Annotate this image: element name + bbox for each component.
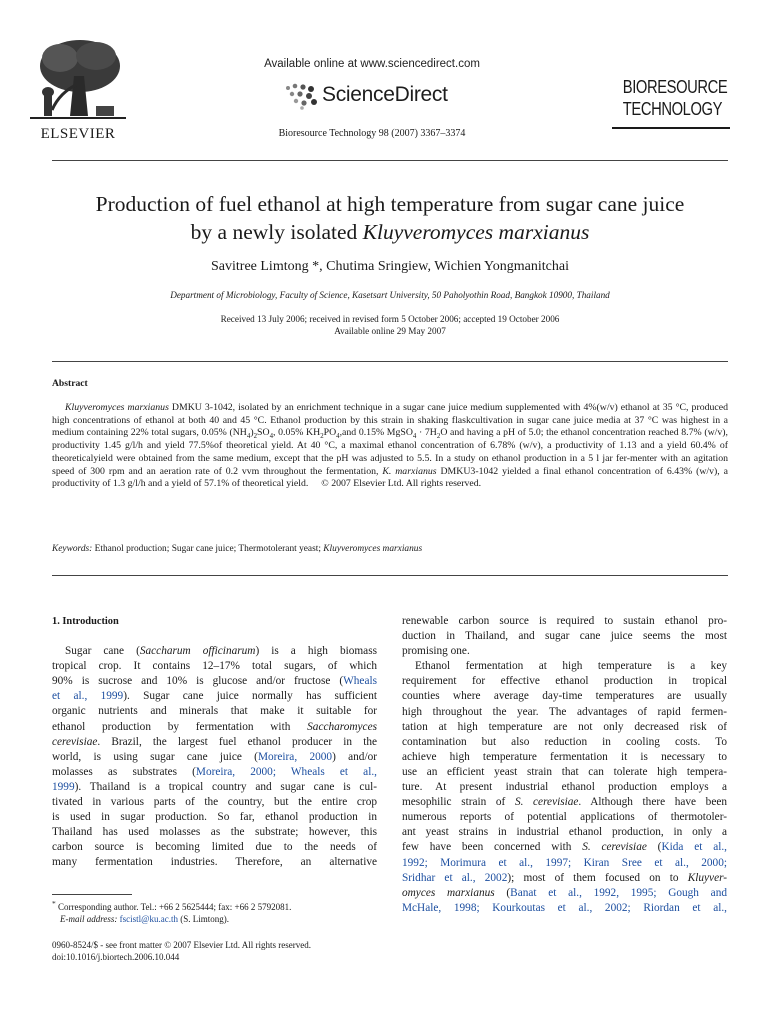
body-line [402,840,727,855]
italic-segment: Saccharum officinarum [139,645,256,658]
text-segment: . Brazil, the largest fuel ethanol producer in the [97,735,377,748]
keywords [52,544,728,554]
text-segment: (w/v) ethanol at 35 °C, produced high concentrations of ethanol at both 40 and 45 °C. Ethanol production by this strain in shaking flask [52,402,728,426]
body-line [52,765,377,780]
section-heading: 1. Introduction [52,616,119,627]
citation-link[interactable]: Moreira, 2000 [257,750,333,763]
body-line [402,705,727,720]
text-segment: carbon source is becoming limited due to the needs of [52,841,377,854]
abstract-text [52,402,728,491]
text-segment: Sugar cane ( [65,645,140,658]
issn-line: 0960-8524/$ - see front matter © 2007 Elsevier Ltd. All rights reserved. [52,940,312,950]
email-link[interactable]: fscistl@ku.ac.th [119,914,178,924]
italic-segment: Saccharomyces [307,720,377,733]
citation-link[interactable]: et al., 1999 [52,690,124,703]
keywords-label: Keywords: [52,544,93,554]
text-segment: renewable carbon source is required to sustain ethanol pro- [402,615,727,627]
body-line [402,795,727,810]
footer [52,939,382,963]
article-dates [52,314,728,337]
title-line1: Production of fuel ethanol at high temperature from sugar cane juice [95,192,685,216]
italic-segment: S. cerevisiae [582,841,647,854]
text-segment: ( [646,841,662,854]
available-online-text[interactable]: Available online at www.sciencedirect.com [264,58,480,70]
text-segment: © 2007 Elsevier Ltd. All rights reserved. [321,478,482,490]
sciencedirect-dots-icon [282,82,322,110]
italic-segment: cerevisiae [52,735,98,748]
right-column-text [402,614,727,916]
body-line [402,674,727,689]
sciencedirect-wordmark: ScienceDirect [322,83,448,106]
article-title [52,190,728,246]
text-segment: . Although there have been [578,796,727,809]
doi-line[interactable]: doi:10.1016/j.biortech.2006.10.044 [52,952,180,962]
text-segment: requirement for effective ethanol production in tropical [402,675,727,688]
body-line [402,614,727,629]
text-segment: ); most of them focused on to [507,871,688,884]
text-segment: molasses as substrates ( [52,765,196,778]
text-segment: ) and/or [332,750,377,763]
body-line [52,704,377,719]
email-suffix: (S. Limtong). [177,914,229,924]
body-line [52,674,377,689]
title-line2: by a newly isolated [190,220,363,244]
text-segment: numerous reports of potential applications of thermotoler- [402,811,727,824]
text-segment: tation at high temperature are not only decreased risk of [402,720,727,733]
body-line [52,855,377,870]
text-segment: few have been concerned with [402,841,583,854]
italic-segment: K. marxianus [382,465,437,477]
text-segment: 90% is sucrose and 10% is glucose and/or fructose ( [52,675,344,688]
body-line [402,856,727,871]
text-segment: yield were obtained from the same medium, except that the pH was adjusted to 5.5. In a study on ethanol production in a 5 l jar fer- [93,452,630,464]
text-segment: tropical crop. It contains 12–17% total sugars, of which [52,660,377,673]
text-segment: ) is a high biomass [255,645,377,658]
text-segment: ( [494,886,511,899]
keywords-species: Kluyveromyces marxianus [323,544,423,554]
publisher-name: ELSEVIER [40,126,116,142]
italic-segment: Kluyveromyces marxianus [65,402,169,413]
text-segment: DMKU 3-1042, isolated by an enrichment technique in a sugar cane juice medium supplemented with 4% [168,402,597,413]
body-line [402,901,727,916]
title-species: Kluyveromyces marxianus [362,220,590,244]
journal-citation: Bioresource Technology 98 (2007) 3367–3374 [278,128,466,139]
authors: Savitree Limtong *, Chutima Sringiew, Wichien Yongmanitchai [211,259,569,274]
journal-logo [612,76,732,126]
citation-link[interactable]: 1992; Morimura et al., 1997; Kiran Sree et al., 2000; [402,856,727,869]
text-segment: many fermentation industries. Therefore, an alternative [52,856,377,869]
abstract-top-rule [52,361,728,362]
body-line [402,886,727,901]
body-line [402,765,727,780]
text-segment: ). Thailand is a tropical country and sugar cane is cul- [74,780,377,793]
citation-link[interactable]: Moreira, 2000; Wheals et al., [195,765,377,778]
text-segment: organic nutrients and minerals that make it suitable for [52,705,377,718]
body-line [52,795,377,810]
journal-logo-rule [612,127,730,129]
affiliation: Department of Microbiology, Faculty of Science, Kasetsart University, 50 Paholyothin Road, Bangkok 10900, Thailand [170,290,610,300]
body-line [402,735,727,750]
citation-link[interactable]: Kida et al., [661,841,727,854]
abstract-line [52,402,597,413]
text-segment: use an efficient yeast strain that can tolerate high tempera- [402,765,727,778]
text-segment: ). Sugar cane juice normally has sufficient [123,690,377,703]
text-segment: high throughout the year. The advantages of rapid fermen- [402,705,727,718]
body-line [402,689,727,704]
text-segment: menter with an agitation speed of 300 rpm and an aeration rate of 0.2 vvm throughout the fermentation, [52,452,728,477]
text-segment: counties where average day-time temperatures are usually [402,690,727,703]
text-segment: Thailand has used molasses as the substrate; however, this [52,826,377,839]
citation-link[interactable]: Wheals [343,675,377,688]
sciencedirect-logo[interactable] [282,80,482,112]
body-line [402,720,727,735]
abstract-line [93,453,630,464]
text-segment: duction in Thailand, and sugar cane juice seems the most [402,630,727,643]
text-segment: of theoretical yield. At 40 °C, a maximal ethanol concentration of 6.78% (w/v), a productivity of 1.13 and a yield 60.4% of theoretical [52,440,728,464]
journal-logo-line2: TECHNOLOGY [622,99,723,119]
header-divider [52,160,728,161]
body-line [402,659,727,674]
body-line [52,644,377,659]
abstract-heading: Abstract [52,378,88,389]
body-line [52,780,377,795]
text-segment: tivated in various parts of the country, but the entire crop [52,796,377,809]
body-line [402,750,727,765]
footnote-rule [52,894,132,895]
text-segment: DMKU [436,465,471,477]
elsevier-logo [28,36,128,146]
body-line [52,689,377,704]
text-segment: ethanol production by fermentation with [52,720,308,733]
footnote-marker: * [52,899,56,908]
italic-segment: S. cerevisiae [514,796,579,809]
text-segment: is used in sugar production. So far, ethanol production in [52,811,377,824]
body-line [52,840,377,855]
left-column-text [52,644,377,870]
body-line [402,810,727,825]
left-column [52,614,377,871]
footnote [52,898,382,925]
keywords-list: Ethanol production; Sugar cane juice; Thermotolerant yeast; [92,544,324,554]
body-line [52,659,377,674]
body-line [402,629,727,644]
body-line [52,825,377,840]
italic-segment: omyces marxianus [402,886,495,899]
text-segment: achieve high temperature fermentation it is necessary to [402,750,727,763]
corresponding-author: Corresponding author. Tel.: +66 2 5625444; fax: +66 2 5792081. [55,902,292,912]
citation-link[interactable]: 1999 [52,780,75,793]
body-line [52,720,377,735]
text-segment: world, is using sugar cane juice ( [52,750,258,763]
body-line [402,780,727,795]
body-line [402,644,727,659]
body-line [402,871,727,886]
received-dates: Received 13 July 2006; received in revised form 5 October 2006; accepted 19 October 2006 [220,314,560,324]
text-segment: Ethanol fermentation at high temperature is a key [415,660,727,673]
text-segment: ture. At present industrial ethanol production employs a [402,781,727,794]
citation-link[interactable]: McHale, 1998; Kourkoutas et al., 2002; Riordan et al., [402,901,727,914]
text-segment: ant yeast strains in industrial ethanol production, in only a [402,826,727,839]
citation-link[interactable]: Banat et al., 1992, 1995; Gough and [510,886,727,899]
text-segment: mesophilic strain of [402,796,515,809]
italic-segment: Kluyver- [687,871,727,884]
journal-logo-line1: BIORESOURCE [622,77,728,97]
body-line [52,750,377,765]
text-segment: 3-1042 yielded a final ethanol concentration of 6.43% (w/v), a productivity of 1.3 g/l/h and a yield of 57.1% of theoretical yield. [52,465,728,490]
body-line [52,810,377,825]
body-line [52,735,377,750]
abstract-bottom-rule [52,575,728,576]
text-segment: cultivation in sugar cane juice media at 37 °C was highest in a medium containing 22% total sugars, 0.05% $(NH_4)_2SO_4$, 0.05% $KH_2PO_4$, [52,414,728,441]
body-line [402,825,727,840]
text-segment: contamination but also reduction in cooling costs. To [402,735,727,748]
right-column [402,614,727,916]
elsevier-tree-icon [30,36,126,124]
available-date: Available online 29 May 2007 [334,325,446,336]
text-segment: promising one. [402,645,470,658]
citation-link[interactable]: Sridhar et al., 2002 [402,871,508,884]
text-segment: and 0.15% MgSO$_4$ · $7H_2O$ and having a pH of 5.0; the ethanol concentration reached 8.7% (w/v), productivity 1.45 g/l/h and yield 77.5% [52,427,729,452]
email-label: E-mail address: [60,914,118,924]
abstract-line [308,478,481,489]
